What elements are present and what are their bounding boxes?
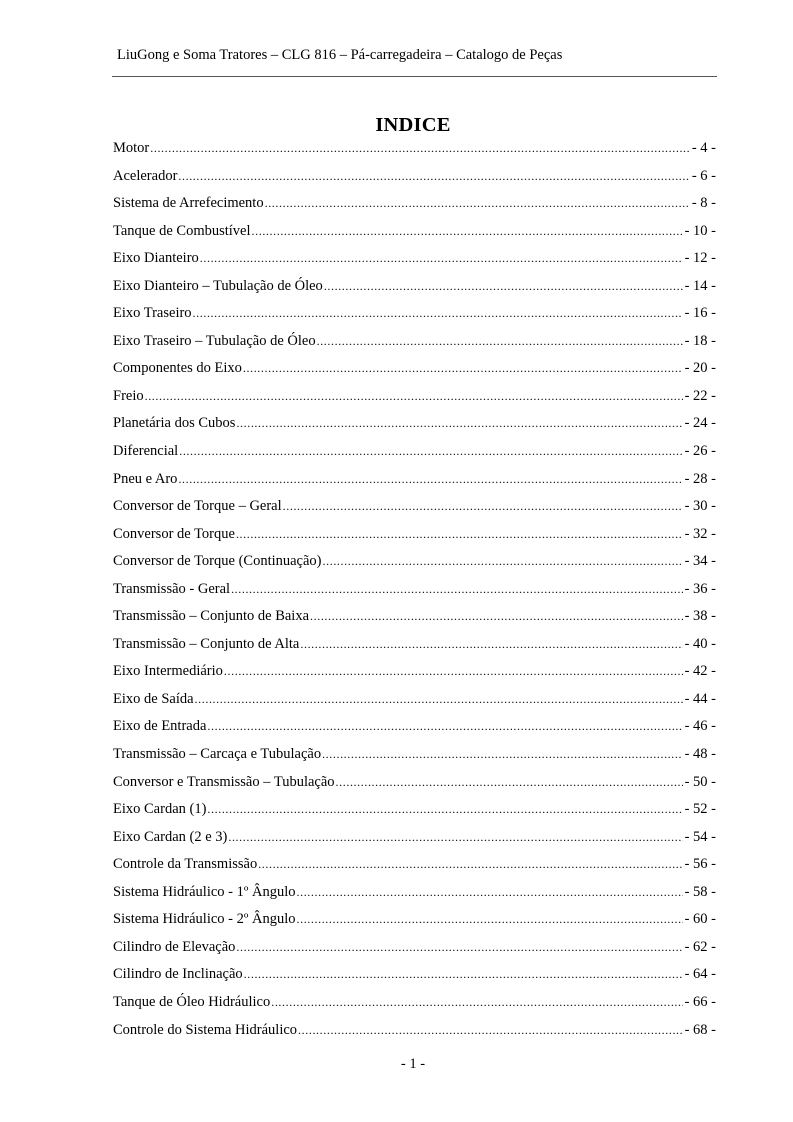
toc-entry-page: - 10 - [684, 222, 716, 239]
toc-entry[interactable] [113, 275, 716, 303]
toc-dot-leader [236, 936, 682, 958]
toc-entry-page: - 30 - [684, 498, 716, 515]
toc-entry[interactable] [113, 247, 716, 275]
toc-dot-leader [283, 495, 683, 517]
toc-entry-label: Acelerador [113, 167, 178, 184]
toc-dot-leader [207, 715, 682, 737]
toc-dot-leader [193, 302, 683, 324]
toc-dot-leader [298, 1019, 683, 1041]
toc-entry-label: Tanque de Combustível [113, 222, 251, 239]
toc-dot-leader [258, 853, 682, 875]
toc-entry-label: Freio [113, 387, 144, 404]
toc-entry-page: - 16 - [684, 305, 716, 322]
toc-entry-label: Eixo Traseiro [113, 305, 192, 322]
toc-dot-leader [236, 523, 683, 545]
toc-dot-leader [195, 688, 683, 710]
toc-dot-leader [271, 991, 682, 1013]
toc-entry-page: - 38 - [684, 608, 716, 625]
toc-entry-label: Sistema de Arrefecimento [113, 195, 264, 212]
toc-entry-page: - 4 - [691, 140, 716, 156]
toc-dot-leader [317, 330, 683, 352]
toc-dot-leader [228, 826, 682, 848]
toc-entry-label: Conversor de Torque – Geral [113, 498, 282, 515]
toc-entry-label: Eixo de Saída [113, 690, 194, 707]
page-header: LiuGong e Soma Tratores – CLG 816 – Pá-carregadeira – Catalogo de Peças [117, 47, 563, 63]
toc-entry-label: Eixo Traseiro – Tubulação de Óleo [113, 332, 316, 349]
toc-entry-page: - 54 - [684, 828, 716, 845]
toc-entry-label: Transmissão - Geral [113, 580, 231, 597]
toc-entry-page: - 8 - [691, 195, 716, 212]
toc-entry[interactable] [113, 220, 716, 248]
footer-page-number: - 1 - [400, 1056, 426, 1072]
toc-entry-label: Controle da Transmissão [113, 856, 258, 873]
toc-dot-leader [178, 165, 689, 187]
toc-entry-page: - 56 - [684, 856, 716, 873]
toc-entry-label: Sistema Hidráulico - 2º Ângulo [113, 911, 296, 928]
toc-entry-page: - 44 - [684, 690, 716, 707]
toc-entry-page: - 46 - [684, 718, 716, 735]
toc-entry-page: - 60 - [684, 911, 716, 928]
toc-entry-page: - 40 - [684, 635, 716, 652]
toc-entry[interactable] [113, 192, 716, 220]
toc-entry-label: Transmissão – Carcaça e Tubulação [113, 746, 322, 763]
toc-entry[interactable] [113, 302, 716, 330]
toc-entry-page: - 52 - [684, 801, 716, 818]
toc-entry-label: Sistema Hidráulico - 1º Ângulo [113, 883, 296, 900]
toc-entry-label: Cilindro de Elevação [113, 938, 236, 955]
toc-dot-leader [179, 440, 682, 462]
toc-entry-page: - 64 - [684, 966, 716, 983]
toc-entry[interactable] [113, 936, 716, 964]
toc-entry-page: - 36 - [684, 580, 716, 597]
toc-dot-leader [150, 137, 690, 159]
toc-dot-leader [300, 633, 682, 655]
toc-entry[interactable] [113, 688, 716, 716]
toc-entry[interactable] [113, 578, 716, 606]
toc-dot-leader [178, 468, 682, 490]
toc-entry-label: Pneu e Aro [113, 470, 178, 487]
toc-entry[interactable] [113, 550, 716, 578]
toc-entry[interactable] [113, 412, 716, 440]
toc-entry[interactable] [113, 440, 716, 468]
toc-dot-leader [236, 412, 682, 434]
toc-entry[interactable] [113, 881, 716, 909]
toc-dot-leader [243, 357, 683, 379]
toc-entry[interactable] [113, 165, 716, 193]
toc-dot-leader [324, 275, 683, 297]
toc-entry-page: - 62 - [684, 938, 716, 955]
page-title: INDICE [375, 114, 451, 136]
toc-entry[interactable] [113, 826, 716, 854]
toc-dot-leader [297, 908, 683, 930]
toc-dot-leader [265, 192, 690, 214]
toc-entry-page: - 14 - [684, 277, 716, 294]
toc-entry-label: Conversor e Transmissão – Tubulação [113, 773, 335, 790]
toc-entry-page: - 22 - [684, 387, 716, 404]
toc-entry-label: Transmissão – Conjunto de Baixa [113, 608, 310, 625]
toc-entry[interactable] [113, 1019, 716, 1047]
toc-entry-label: Controle do Sistema Hidráulico [113, 1021, 298, 1038]
toc-entry[interactable] [113, 853, 716, 881]
toc-dot-leader [207, 798, 682, 820]
toc-entry-label: Transmissão – Conjunto de Alta [113, 635, 300, 652]
toc-entry-page: - 66 - [684, 993, 716, 1010]
toc-entry-page: - 50 - [684, 773, 716, 790]
toc-entry[interactable] [113, 963, 716, 991]
toc-dot-leader [323, 550, 683, 572]
toc-entry-page: - 68 - [684, 1021, 716, 1038]
toc-entry-page: - 32 - [684, 525, 716, 542]
toc-dot-leader [224, 660, 683, 682]
table-of-contents [113, 137, 716, 1046]
toc-entry[interactable] [113, 137, 716, 165]
toc-entry[interactable] [113, 605, 716, 633]
toc-entry[interactable] [113, 771, 716, 799]
toc-entry-page: - 48 - [684, 746, 716, 763]
toc-dot-leader [297, 881, 683, 903]
toc-entry-page: - 26 - [684, 443, 716, 460]
toc-entry[interactable] [113, 357, 716, 385]
toc-entry-page: - 24 - [684, 415, 716, 432]
toc-entry-page: - 28 - [684, 470, 716, 487]
toc-entry-label: Planetária dos Cubos [113, 415, 236, 432]
toc-dot-leader [310, 605, 683, 627]
toc-entry-page: - 20 - [684, 360, 716, 377]
toc-dot-leader [244, 963, 683, 985]
toc-dot-leader [252, 220, 683, 242]
toc-entry-label: Diferencial [113, 443, 179, 460]
toc-entry[interactable] [113, 715, 716, 743]
toc-entry[interactable] [113, 385, 716, 413]
toc-entry-page: - 18 - [684, 332, 716, 349]
toc-entry-label: Motor [113, 140, 150, 156]
toc-entry-label: Eixo Intermediário [113, 663, 223, 680]
toc-entry-label: Cilindro de Inclinação [113, 966, 243, 983]
toc-entry-label: Conversor de Torque (Continuação) [113, 553, 322, 570]
toc-dot-leader [200, 247, 683, 269]
toc-entry-label: Eixo Dianteiro – Tubulação de Óleo [113, 277, 323, 294]
toc-dot-leader [336, 771, 683, 793]
toc-entry-label: Componentes do Eixo [113, 360, 242, 377]
toc-entry-label: Eixo Cardan (2 e 3) [113, 828, 228, 845]
toc-entry-page: - 34 - [684, 553, 716, 570]
toc-entry[interactable] [113, 523, 716, 551]
toc-entry[interactable] [113, 633, 716, 661]
toc-entry-label: Eixo de Entrada [113, 718, 207, 735]
toc-entry-page: - 6 - [691, 167, 716, 184]
toc-entry-page: - 12 - [684, 250, 716, 267]
toc-entry[interactable] [113, 908, 716, 936]
toc-entry[interactable] [113, 330, 716, 358]
toc-entry[interactable] [113, 495, 716, 523]
toc-entry[interactable] [113, 660, 716, 688]
toc-entry-label: Tanque de Óleo Hidráulico [113, 993, 271, 1010]
toc-entry[interactable] [113, 798, 716, 826]
toc-entry-label: Eixo Cardan (1) [113, 801, 207, 818]
toc-entry[interactable] [113, 743, 716, 771]
toc-dot-leader [322, 743, 683, 765]
toc-dot-leader [145, 385, 683, 407]
toc-entry-page: - 42 - [684, 663, 716, 680]
toc-entry[interactable] [113, 468, 716, 496]
toc-entry-page: - 58 - [684, 883, 716, 900]
toc-entry[interactable] [113, 991, 716, 1019]
header-divider [112, 76, 717, 77]
toc-entry-label: Eixo Dianteiro [113, 250, 199, 267]
toc-entry-label: Conversor de Torque [113, 525, 235, 542]
toc-dot-leader [231, 578, 683, 600]
